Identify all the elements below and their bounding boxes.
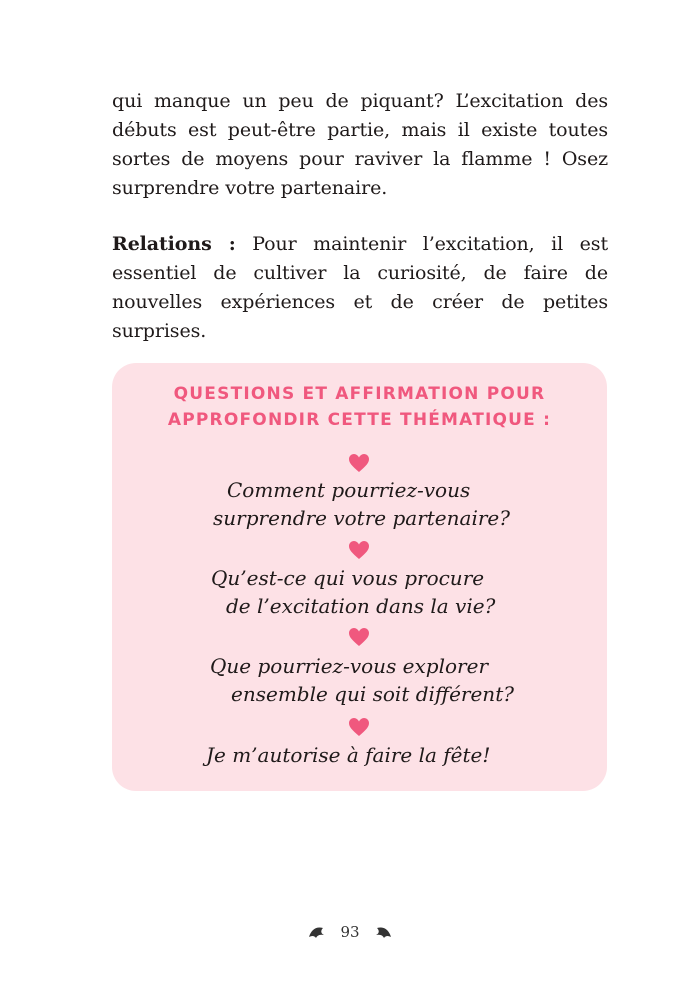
heart-icon: [348, 540, 370, 560]
question-2-line2: de l’excitation dans la vie?: [226, 594, 496, 618]
affirmation: [112, 741, 607, 769]
leaf-ornament-left-icon: [308, 925, 328, 939]
affirmation-line: Je m’autorise à faire la fête!: [206, 743, 491, 767]
paragraph-relations-text: [112, 230, 608, 346]
heart-icon: [348, 453, 370, 473]
question-3: [112, 652, 607, 708]
relations-label: Relations :: [112, 233, 236, 255]
box-heading-line1: QUESTIONS ET AFFIRMATION POUR: [173, 384, 546, 404]
paragraph-relations: [112, 230, 608, 346]
question-1-line1: Comment pourriez-vous: [227, 478, 471, 502]
question-1-line2: surprendre votre partenaire?: [213, 506, 510, 530]
page-footer: [0, 922, 700, 941]
question-2-line1: Qu’est-ce qui vous procure: [211, 566, 485, 590]
question-3-line2: ensemble qui soit différent?: [231, 682, 514, 706]
question-2: [112, 564, 607, 620]
paragraph-intro: [112, 87, 608, 203]
heart-icon: [348, 627, 370, 647]
box-heading-line2: APPROFONDIR CETTE THÉMATIQUE :: [167, 410, 552, 430]
questions-box: [112, 363, 607, 791]
heart-icon: [348, 717, 370, 737]
question-3-line1: Que pourriez-vous explorer: [210, 654, 488, 678]
page-number: 93: [340, 923, 360, 941]
paragraph-intro-text: qui manque un peu de piquant? L’excitation des débuts est peut-être partie, mais il existe toutes sortes de moyens pour raviver la flamme ! Osez surprendre votre partenaire.: [112, 90, 608, 199]
relations-text: Pour maintenir l’excitation, il est essentiel de cultiver la curiosité, de faire de nouvelles expériences et de créer de petites surprises.: [112, 233, 608, 342]
leaf-ornament-right-icon: [372, 925, 392, 939]
question-1: [112, 476, 607, 532]
box-heading: [112, 381, 607, 433]
